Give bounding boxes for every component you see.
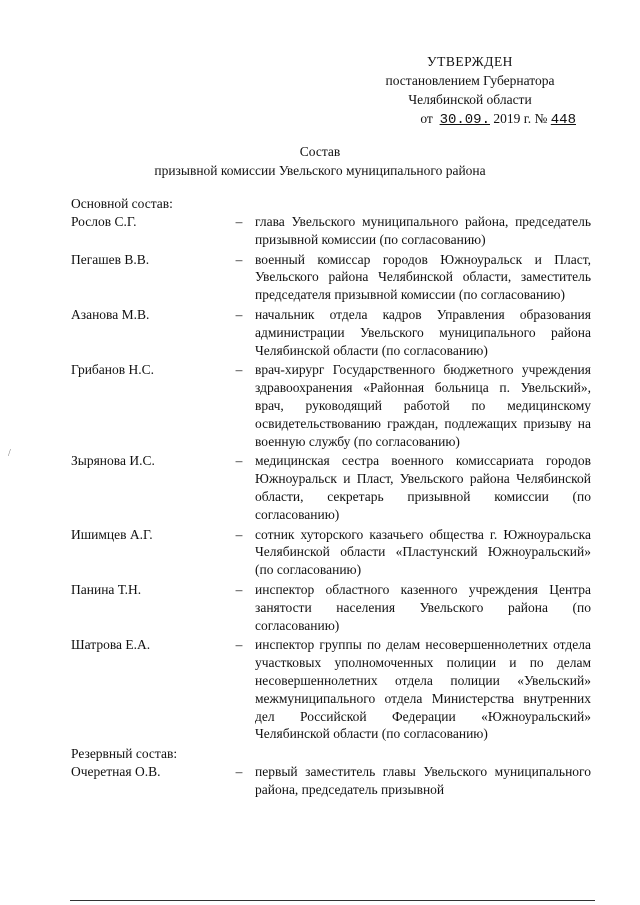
member-role: сотник хуторского казачьего общества г. Южноуральска Челябинской области «Пластунский Южноуральский» (по согласованию) xyxy=(255,526,591,578)
date-value: 30.09. xyxy=(439,112,490,128)
member-row xyxy=(71,213,591,249)
member-role: инспектор группы по делам несовершеннолетних отдела участковых уполномоченных полиции и по делам несовершеннолетних отдела полиции «Увельский» межмуниципального отдела Министерства внутренних дел Российской Федерации «Южноуральский» Челябинской области (по согласованию) xyxy=(255,637,591,742)
member-name: Очеретная О.В. xyxy=(71,764,161,780)
member-role: глава Увельского муниципального района, председатель призывной комиссии (по согласованию) xyxy=(255,214,591,247)
date-year: 2019 г. № xyxy=(493,111,548,126)
member-role: инспектор областного казенного учреждения Центра занятости населения Увельского района (по согласованию) xyxy=(255,581,591,633)
member-role: первый заместитель главы Увельского муниципального района, председатель призывной xyxy=(255,764,591,797)
member-dash: – xyxy=(235,526,243,542)
member-name: Пегашев В.В. xyxy=(71,251,150,267)
member-row xyxy=(71,361,591,450)
reserve-members-list xyxy=(71,763,591,799)
margin-mark: / xyxy=(8,448,11,459)
member-row xyxy=(71,636,591,743)
document-heading xyxy=(40,142,600,180)
page-bottom-rule xyxy=(70,900,595,901)
member-name: Рослов С.Г. xyxy=(71,214,137,229)
approval-line-1: постановлением Губернатора xyxy=(385,73,555,88)
member-role: врач-хирург Государственного бюджетного учреждения здравоохранения «Районная больница п. Увельский», врач, руководящий работой по медицинскому освидетельствованию граждан, подлежащих призыву на военную службу (по согласованию) xyxy=(255,362,591,449)
commission-composition xyxy=(71,195,591,801)
decree-number: 448 xyxy=(550,112,576,128)
member-dash: – xyxy=(235,581,243,597)
member-name: Грибанов Н.С. xyxy=(71,362,155,378)
member-dash: – xyxy=(235,362,243,378)
member-role: начальник отдела кадров Управления образования администрации Увельского муниципального района Челябинской области (по согласованию) xyxy=(255,306,591,358)
approval-date-line xyxy=(360,109,580,130)
member-dash: – xyxy=(235,764,243,780)
main-section-title: Основной состав: xyxy=(71,196,173,211)
member-name: Азанова М.В. xyxy=(71,306,150,322)
member-row xyxy=(71,251,591,304)
heading-line-2: призывной комиссии Увельского муниципального района xyxy=(154,163,486,178)
member-row xyxy=(71,452,591,523)
member-role: военный комиссар городов Южноуральск и Пласт, Увельского района Челябинской области, заместитель председателя призывной комиссии (по согласованию) xyxy=(255,251,591,303)
approval-title: УТВЕРЖДЕН xyxy=(427,54,513,69)
member-row xyxy=(71,526,591,579)
member-row xyxy=(71,306,591,359)
member-name: Панина Т.Н. xyxy=(71,581,142,597)
approval-line-2: Челябинской области xyxy=(408,92,532,107)
member-name: Зырянова И.С. xyxy=(71,453,155,469)
member-dash: – xyxy=(235,453,243,469)
member-role: медицинская сестра военного комиссариата городов Южноуральск и Пласт, Увельского района Челябинской области, секретарь призывной комиссии (по согласованию) xyxy=(255,453,591,522)
member-row xyxy=(71,763,591,799)
approval-stamp xyxy=(360,52,580,130)
member-dash: – xyxy=(235,251,243,267)
member-dash: – xyxy=(235,637,243,653)
member-row xyxy=(71,581,591,634)
reserve-section-title: Резервный состав: xyxy=(71,746,178,762)
member-name: Ишимцев А.Г. xyxy=(71,526,153,542)
main-members-list xyxy=(71,213,591,743)
member-name: Шатрова Е.А. xyxy=(71,637,151,653)
heading-line-1: Состав xyxy=(299,144,341,159)
member-dash: – xyxy=(235,214,243,229)
member-dash: – xyxy=(235,306,243,322)
date-prefix: от xyxy=(420,111,433,126)
